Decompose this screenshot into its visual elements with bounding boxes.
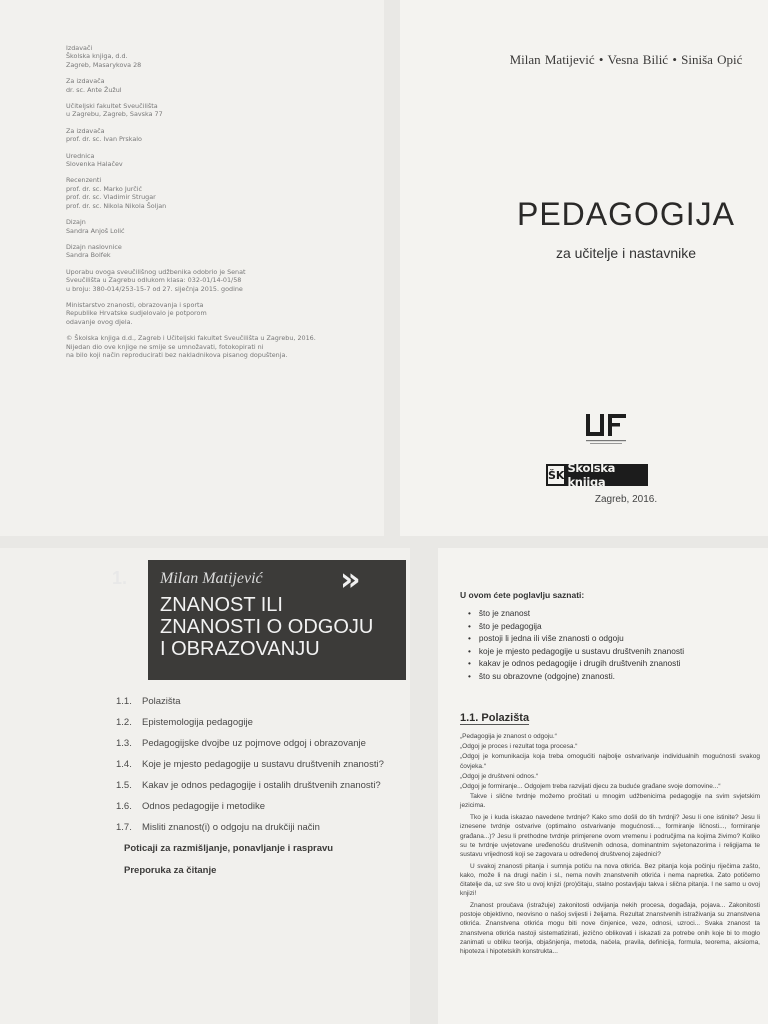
imprint-block: Izdavači Školska knjiga, d.d. Zagreb, Masarykova 28 <box>66 44 142 69</box>
body-text <box>460 732 760 959</box>
toc-number: 1.2. <box>116 717 132 728</box>
imprint-block: Dizajn Sandra Anjoš Lolić <box>66 218 125 235</box>
chapter-number: 1. <box>112 568 128 588</box>
imprint-text <box>66 44 366 367</box>
toc-number: 1.5. <box>116 780 132 791</box>
toc-item <box>116 738 406 759</box>
list-item: • kakav je odnos pedagogije i drugih društvenih znanosti <box>468 658 758 671</box>
book-subtitle: za učitelje i nastavnike <box>555 245 697 261</box>
imprint-block: Recenzenti prof. dr. sc. Marko Jurčić prof. dr. sc. Vladimir Strugar prof. dr. sc. Nikola Nikola Šoljan <box>66 176 167 210</box>
book-title: PEDAGOGIJA <box>516 196 736 232</box>
imprint-block: Urednica Slovenka Halačev <box>66 151 123 169</box>
chapter-title-line: ZNANOST ILI <box>160 594 283 616</box>
imprint-block: © Školska knjiga d.d., Zagreb i Učiteljski fakultet Sveučilišta u Zagrebu, 2016. Nijedan dio ove knjige ne smije se umnožavati, fotokopirati ni na bilo koji način reproducirati bez nakladnikova pisanog dopuštenja. <box>66 334 316 359</box>
list-item: • što su obrazovne (odgojne) znanosti. <box>468 671 758 684</box>
uf-logo-icon <box>582 412 634 448</box>
sk-mark-icon: ŠK <box>548 466 564 484</box>
paragraph: U svakoj znanosti pitanja i sumnja potiču na nova otkrića. Bez pitanja koja počinju riječima zašto, kako, može li na drugi način i sl., nema novih znanstvenih otkrića i nema napretka. Zato potičemo čitatelje da, uz sve što u ovoj knjizi (pro)čitaju, stalno postavljaju takva i slična pitanja. I ne samo u ovoj knjizi! <box>460 862 760 898</box>
toc-number: 1.3. <box>116 738 132 749</box>
toc-item <box>116 780 406 801</box>
toc-label: Kakav je odnos pedagogije i ostalih društvenih znanosti? <box>142 780 381 791</box>
chapter-opener-page <box>0 548 410 1024</box>
toc-extra: Poticaji za razmišljanje, ponavljanje i raspravu <box>124 843 334 854</box>
toc-label: Epistemologija pedagogije <box>142 717 253 728</box>
toc-item <box>116 759 406 780</box>
toc-label: Misliti znanost(i) o odgoju na drukčiji način <box>142 822 320 833</box>
toc-label: Polazišta <box>142 696 181 707</box>
chapter-title-line: I OBRAZOVANJU <box>160 638 320 660</box>
toc-item <box>116 717 406 738</box>
list-item: • koje je mjesto pedagogije u sustavu društvenih znanosti <box>468 646 758 659</box>
quote: „Odgoj je društveni odnos.“ <box>460 772 539 780</box>
learning-goals-heading: U ovom ćete poglavlju saznati: <box>460 590 585 600</box>
paragraph: Takve i slične tvrdnje možemo pročitati u mnogim udžbenicima pedagogije na svim svjetskim jezicima. <box>460 793 760 810</box>
quote: „Odgoj je formiranje... Odgojem treba razvijati djecu za buduće građane svoje domovine...“ <box>460 783 721 791</box>
paragraph: Znanost proučava (istražuje) zakonitosti odvijanja nekih procesa, događaja, pojava... Zakonitosti postoje objektivno, neovisno o našoj svijesti i željama. Rezultat znanstvenih istraživanja su znanstvena otkrića. Znanstvena otkrića mogu biti nove činjenice, veze, odnosi, uzroci... Svaka znanost ta znanstvena otkrića nastoji sistematizirati, jezično oblikovati i iskazati za potrebe onih koje bi to moglo zanimati u obliku teorija, objašnjenja, metoda, načela, pravila, definicija, formula, teorema, aksioma, hipoteza i hipotetskih konstrukta... <box>460 901 760 955</box>
imprint-block: Ministarstvo znanosti, obrazovanja i sporta Republike Hrvatske sudjelovalo je potporom odavanje ovog djela. <box>66 300 207 326</box>
quote: „Odgoj je komunikacija koja treba omogućiti najbolje ostvarivanje individualnih mogućnosti svakog čovjeka.“ <box>460 753 760 770</box>
imprint-block: Za izdavača dr. sc. Ante Žužul <box>66 77 122 94</box>
list-item: • postoji li jedna ili više znanosti o odgoju <box>468 633 758 646</box>
paragraph: Tko je i kuda iskazao navedene tvrdnje? Kako smo došli do tih tvrdnji? Jesu li one istinite? Jesu li iznesene tvrdnje ostvarive (optimalno ostvarivanje mogućnosti..., formiranje ličnosti..., formiranje građana...)? Jesu li prethodne tvrdnje primjerene ovom vremenu i područjima na kojima živimo? Koliko su te tvrdnje uvjetovane uređenošću društvenih odnosa, dominantnim svjetonazorima i religijama te sustavu vrijednosti koji se zagovara u određenoj društvenoj zajednici? <box>460 814 760 858</box>
chevron-right-icon: » <box>340 560 361 598</box>
toc-number: 1.6. <box>116 801 132 812</box>
publisher-name: Školska knjiga <box>567 461 616 489</box>
chapter-title <box>160 594 400 660</box>
toc-item <box>116 696 406 717</box>
toc-number: 1.1. <box>116 696 132 707</box>
imprint-block: Učiteljski fakultet Sveučilišta u Zagrebu, Zagreb, Savska 77 <box>66 102 163 119</box>
chapter-author: Milan Matijević <box>160 570 263 587</box>
learning-goals-list <box>468 608 758 684</box>
skolska-knjiga-logo <box>546 461 648 489</box>
toc-label: Pedagogijske dvojbe uz pojmove odgoj i obrazovanje <box>142 738 366 749</box>
section-heading: 1.1. Polazišta <box>460 712 530 724</box>
toc-extra: Preporuka za čitanje <box>124 865 217 876</box>
imprint-block: Dizajn naslovnice Sandra Bolfek <box>66 242 122 260</box>
imprint-block: Za izdavača prof. dr. sc. Ivan Prskalo <box>66 126 142 144</box>
chapter-title-line: ZNANOSTI O ODGOJU <box>160 616 374 638</box>
place-year: Zagreb, 2016. <box>594 494 658 505</box>
text-page <box>438 548 768 1024</box>
quote: „Odgoj je proces i rezultat toga procesa.“ <box>460 743 578 751</box>
imprint-page <box>0 0 384 536</box>
book-authors: Milan Matijević • Vesna Bilić • Siniša Opić <box>509 52 743 67</box>
toc-number: 1.4. <box>116 759 132 770</box>
toc-label: Odnos pedagogije i metodike <box>142 801 266 812</box>
imprint-block: Uporabu ovoga sveučilišnog udžbenika odobrio je Senat Sveučilišta u Zagrebu odlukom klasa: 032-01/14-01/58 u broju: 380-014/253-15-7 od 27. siječnja 2015. godine <box>66 267 246 293</box>
list-item: • što je pedagogija <box>468 621 758 634</box>
chapter-contents <box>116 696 406 887</box>
list-item: • što je znanost <box>468 608 758 621</box>
toc-label: Koje je mjesto pedagogije u sustavu društvenih znanosti? <box>142 759 384 770</box>
quote: „Pedagogija je znanost o odgoju.“ <box>460 733 557 740</box>
toc-item <box>116 822 406 843</box>
title-page <box>400 0 768 536</box>
toc-number: 1.7. <box>116 822 132 833</box>
toc-item <box>116 801 406 822</box>
